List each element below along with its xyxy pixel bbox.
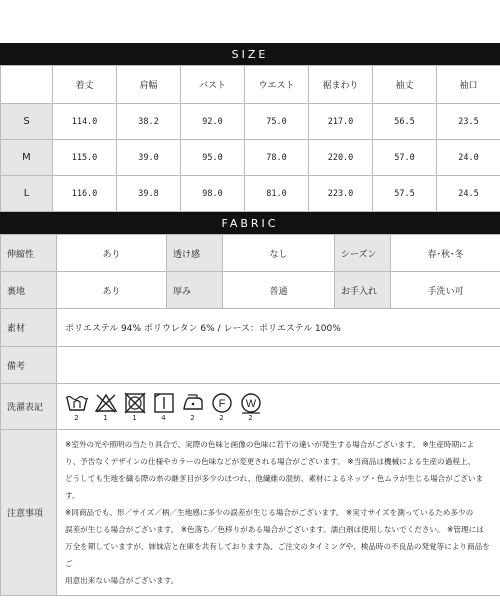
table-cell: 24.0 (437, 140, 500, 176)
table-cell: 39.8 (117, 176, 181, 212)
notes-line: どうしても生地を織る際の糸の継ぎ目が多少のほつれ、他繊維の混紡、素材によるネップ・色ムラが生じる場合がございます。 (65, 474, 484, 500)
col-hem: 裾まわり (309, 66, 373, 104)
material-label: 素材 (1, 309, 57, 347)
table-row (1, 176, 500, 212)
table-cell: 24.5 (437, 176, 500, 212)
sheer-label: 透け感 (167, 235, 223, 272)
size-table-header-row (1, 66, 500, 104)
table-cell: 39.0 (117, 140, 181, 176)
table-cell: 115.0 (53, 140, 117, 176)
notes-line: 用意出来ない場合がございます。 (65, 576, 179, 585)
col-bust: バスト (181, 66, 245, 104)
size-table (0, 65, 500, 212)
table-cell: 223.0 (309, 176, 373, 212)
table-cell: 217.0 (309, 104, 373, 140)
fabric-row-wash (1, 384, 500, 430)
thickness-value: 普通 (223, 272, 335, 309)
fabric-row-2 (1, 272, 500, 309)
care-value: 手洗い可 (391, 272, 500, 309)
notes-line: り、予告なくデザインの仕様やカラーの色味などが変更される場合がございます。 ※当商品は機械による生産の過程上、 (65, 457, 476, 466)
wash-label: 洗濯表記 (1, 384, 57, 430)
size-section-header: SIZE (0, 43, 500, 65)
line-dry-icon: 4 (150, 392, 177, 422)
fabric-section-header: FABRIC (0, 212, 500, 234)
season-value: 春･秋･冬 (391, 235, 500, 272)
wash-symbols (57, 384, 500, 430)
stretch-value: あり (57, 235, 167, 272)
notes-line: 万全を期していますが、姉妹店と在庫を共有しております為、ご注文のタイミングや、検品時の不良品の発覚等により商品をご (65, 542, 490, 568)
notes-line: ※室外の光や照明の当たり具合で、実際の色味と画像の色味に若干の違いが発生する場合がございます。 ※生産時期によ (65, 440, 475, 449)
table-cell: 92.0 (181, 104, 245, 140)
table-cell: 75.0 (245, 104, 309, 140)
fabric-row-material (1, 309, 500, 347)
thickness-label: 厚み (167, 272, 223, 309)
notes-line: ※同商品でも、形／サイズ／柄／生地感に多少の誤差が生じる場合がございます。 ※実寸サイズを測っているため多少の (65, 508, 474, 517)
table-row (1, 140, 500, 176)
col-cuff: 袖口 (437, 66, 500, 104)
table-cell: 81.0 (245, 176, 309, 212)
table-cell: 114.0 (53, 104, 117, 140)
fabric-row-1 (1, 235, 500, 272)
table-cell: 78.0 (245, 140, 309, 176)
remarks-value (57, 347, 500, 384)
fabric-row-remarks (1, 347, 500, 384)
care-label: お手入れ (335, 272, 391, 309)
season-label: シーズン (335, 235, 391, 272)
table-cell: 220.0 (309, 140, 373, 176)
col-length: 着丈 (53, 66, 117, 104)
col-sleeve: 袖丈 (373, 66, 437, 104)
table-cell: 38.2 (117, 104, 181, 140)
table-cell: 57.5 (373, 176, 437, 212)
svg-text:F: F (218, 397, 225, 410)
stretch-label: 伸縮性 (1, 235, 57, 272)
sheer-value: なし (223, 235, 335, 272)
table-row (1, 104, 500, 140)
no-bleach-icon: 1 (92, 392, 119, 422)
table-cell: 95.0 (181, 140, 245, 176)
table-cell: 116.0 (53, 176, 117, 212)
fabric-table (0, 234, 500, 596)
notes-label: 注意事項 (1, 430, 57, 596)
table-cell: 56.5 (373, 104, 437, 140)
lining-value: あり (57, 272, 167, 309)
dry-clean-f-icon: F 2 (208, 392, 235, 422)
size-label: L (1, 176, 53, 212)
iron-low-icon: 2 (179, 392, 206, 422)
lining-label: 裏地 (1, 272, 57, 309)
notes-line: 誤差が生じる場合がございます。 ※色落ち／色移りがある場合がございます。濡白剤は使用しないでください。 ※管理には (65, 525, 484, 534)
table-cell: 23.5 (437, 104, 500, 140)
fabric-row-notes (1, 430, 500, 596)
hand-wash-icon: 2 (63, 392, 90, 422)
no-tumble-dry-icon: 1 (121, 392, 148, 422)
size-label: S (1, 104, 53, 140)
table-cell: 57.0 (373, 140, 437, 176)
size-table-corner (1, 66, 53, 104)
material-value: ポリエステル 94% ポリウレタン 6% / レース：ポリエステル 100% (57, 309, 500, 347)
col-shoulder: 肩幅 (117, 66, 181, 104)
size-label: M (1, 140, 53, 176)
table-cell: 98.0 (181, 176, 245, 212)
notes-text (57, 430, 500, 596)
wet-clean-w-icon: W 2 (237, 392, 264, 422)
svg-text:W: W (245, 397, 256, 410)
col-waist: ウエスト (245, 66, 309, 104)
remarks-label: 備考 (1, 347, 57, 384)
